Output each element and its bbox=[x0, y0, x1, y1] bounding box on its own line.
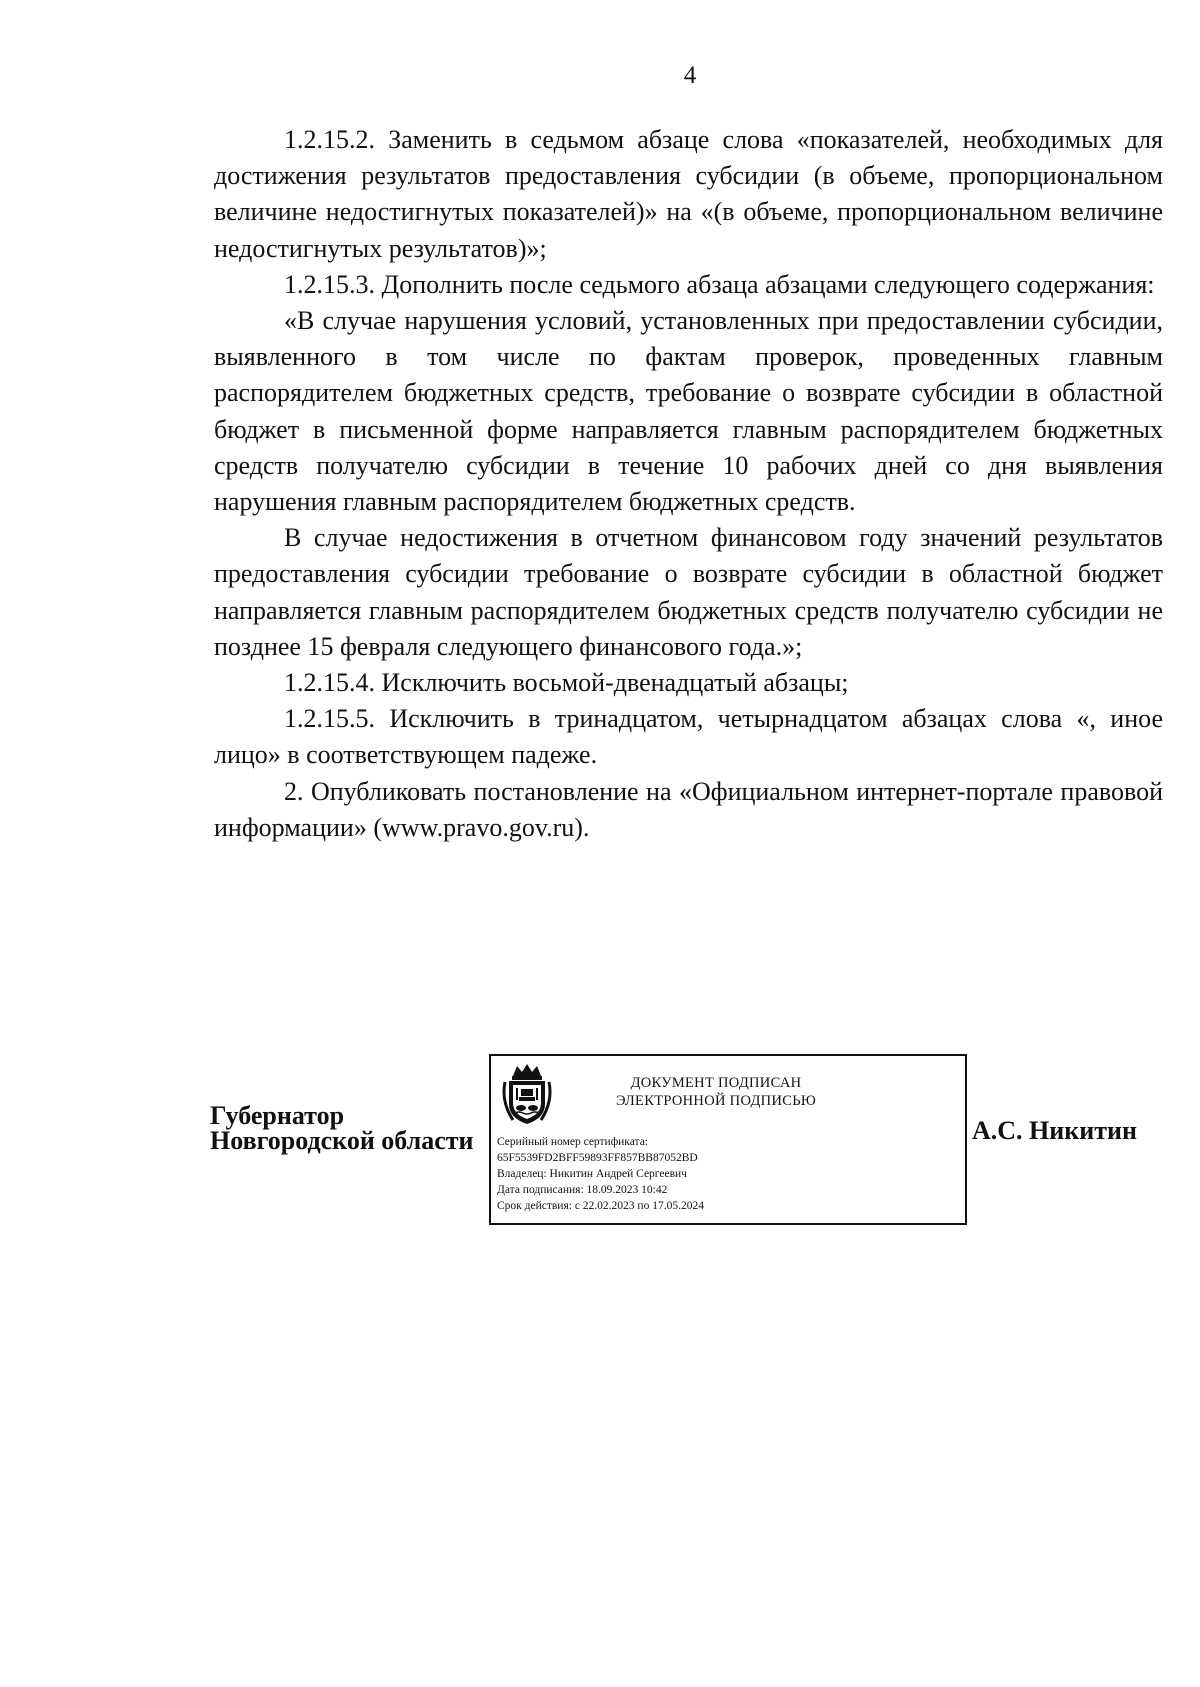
certificate-serial-value: 65F5539FD2BFF59893FF857BB87052BD bbox=[497, 1152, 698, 1164]
certificate-owner: Владелец: Никитин Андрей Сергеевич bbox=[497, 1168, 687, 1180]
certificate-validity: Срок действия: с 22.02.2023 по 17.05.2024 bbox=[497, 1200, 704, 1212]
signatory-title-line2: Новгородской области bbox=[210, 1126, 474, 1155]
signatory-title bbox=[210, 1103, 474, 1153]
paragraph-1-2-15-3: 1.2.15.3. Дополнить после седьмого абзаца абзацами следующего содержания: bbox=[284, 269, 1155, 299]
paragraph-publish: 2. Опубликовать постановление на «Официальном интернет-портале правовой информации» (www.pravo.gov.ru). bbox=[214, 776, 1163, 842]
stamp-heading bbox=[581, 1074, 851, 1110]
page-number: 4 bbox=[683, 62, 697, 89]
stamp-details bbox=[497, 1134, 704, 1214]
stamp-heading-line1: ДОКУМЕНТ ПОДПИСАН bbox=[630, 1075, 802, 1091]
signing-date: Дата подписания: 18.09.2023 10:42 bbox=[497, 1184, 668, 1196]
paragraph-quote-violation: «В случае нарушения условий, установленных при предоставлении субсидии, выявленного в том числе по фактам проверок, проведенных главным распорядителем бюджетных средств, требование о возврате субсидии в областной бюджет в письменной форме направляется главным распорядителем бюджетных средств получателю субсидии в течение 10 рабочих дней со дня выявления нарушения главным распорядителем бюджетных средств. bbox=[214, 306, 1163, 517]
paragraph-1-2-15-2: 1.2.15.2. Заменить в седьмом абзаце слова «показателей, необходимых для достижения результатов предоставления субсидии (в объеме, пропорциональном величине недостигнутых показателей)» на «(в объеме, пропорциональном величине недостигнутых результатов)»; bbox=[214, 125, 1163, 263]
signatory-name: А.С. Никитин bbox=[972, 1116, 1137, 1145]
paragraph-1-2-15-4: 1.2.15.4. Исключить восьмой-двенадцатый абзацы; bbox=[284, 668, 849, 698]
electronic-signature-stamp bbox=[489, 1054, 967, 1225]
paragraph-quote-nonachievement: В случае недостижения в отчетном финансовом году значений результатов предоставления субсидии требование о возврате субсидии в областной бюджет направляется главным распорядителем бюджетных средств получателю субсидии не позднее 15 февраля следующего финансового года.»; bbox=[214, 523, 1163, 661]
document-body bbox=[214, 122, 1163, 846]
paragraph-1-2-15-5: 1.2.15.5. Исключить в тринадцатом, четырнадцатом абзацах слова «, иное лицо» в соответствующем падеже. bbox=[214, 704, 1163, 770]
signatory-title-line1: Губернатор bbox=[210, 1101, 345, 1130]
certificate-serial-label: Серийный номер сертификата: bbox=[497, 1136, 648, 1148]
stamp-heading-line2: ЭЛЕКТРОННОЙ ПОДПИСЬЮ bbox=[615, 1093, 817, 1109]
novgorod-coat-of-arms-icon bbox=[499, 1062, 555, 1126]
